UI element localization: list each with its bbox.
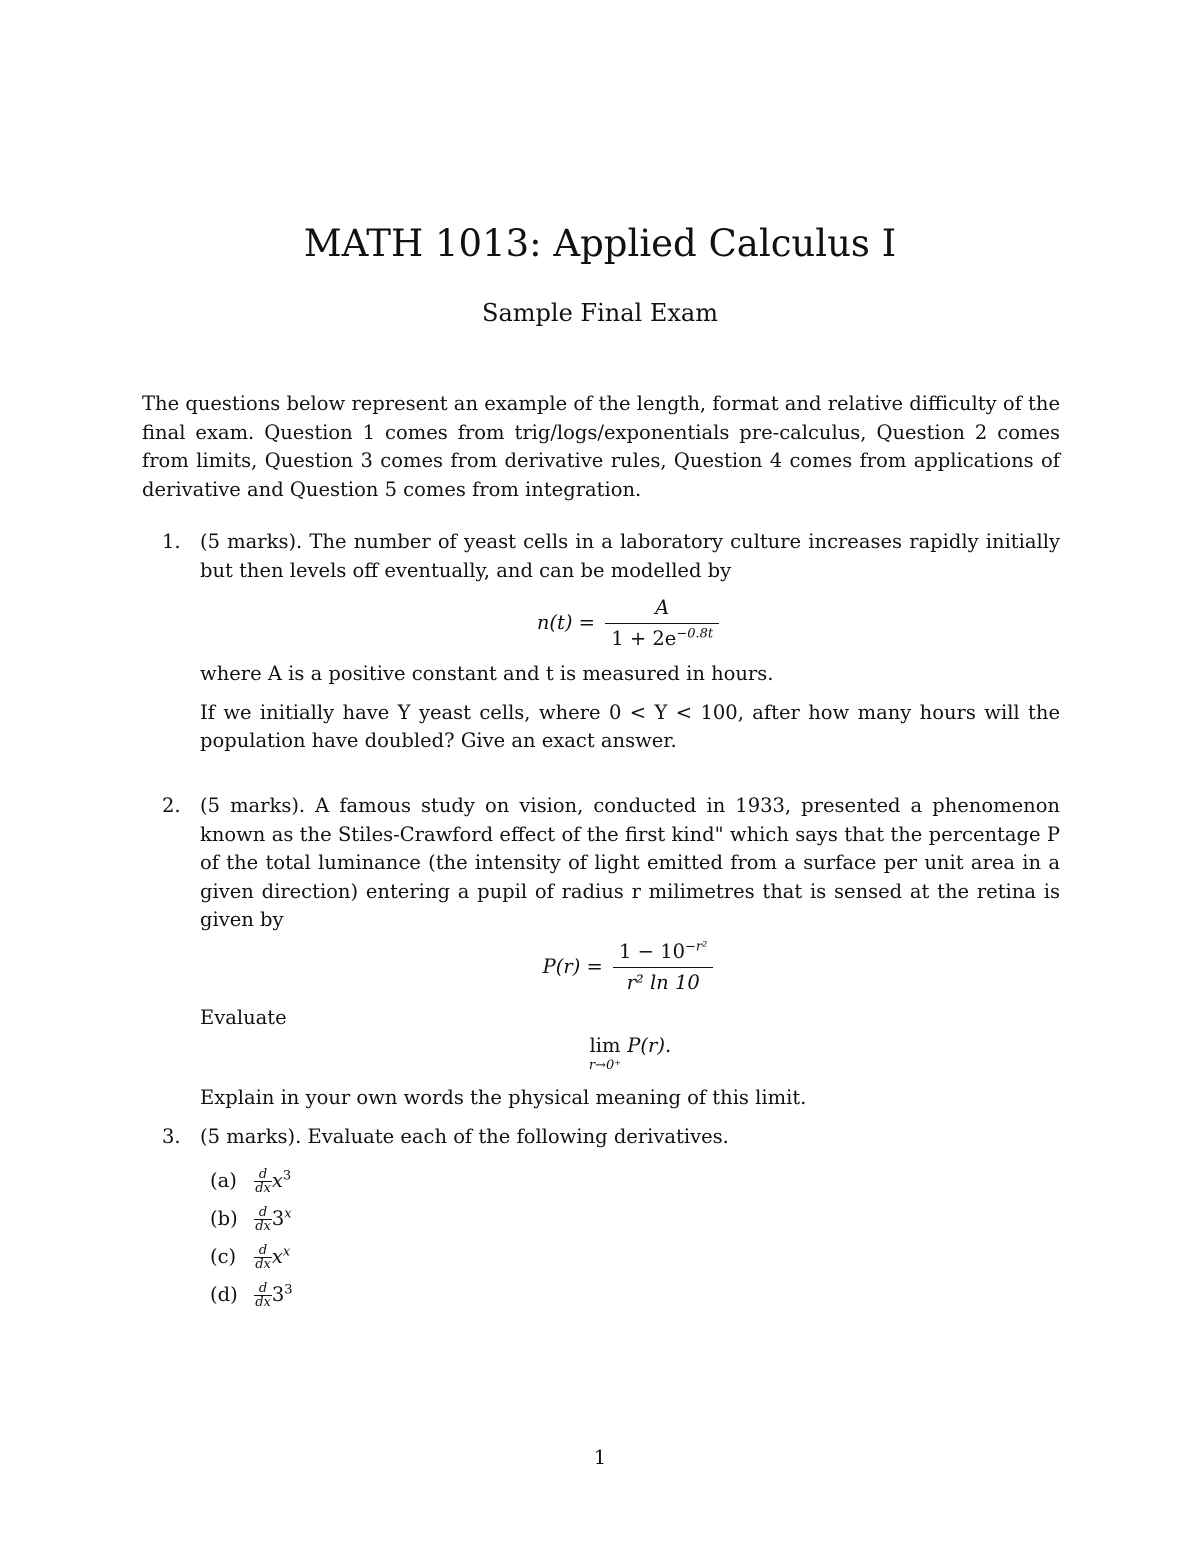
part-exponent: x <box>282 1244 291 1259</box>
part-label: (d) <box>210 1282 238 1306</box>
denominator-exponent: −0.8t <box>676 626 714 642</box>
derivative-parts <box>210 1162 1060 1314</box>
denominator-base: 1 + 2e <box>611 627 677 650</box>
formula-fraction <box>613 939 713 996</box>
part-label: (c) <box>210 1244 237 1268</box>
page-title: MATH 1013: Applied Calculus I <box>303 222 897 265</box>
page-subtitle: Sample Final Exam <box>482 299 718 327</box>
part-base: x <box>271 1168 283 1192</box>
question-followup: Explain in your own words the physical meaning of this limit. <box>200 1086 807 1109</box>
limit-operator <box>589 1036 621 1076</box>
derivative-dx: dx <box>255 1294 271 1310</box>
formula-lhs: P(r) = <box>542 954 603 978</box>
limit-op: lim <box>589 1034 621 1057</box>
limit-function: P(r). <box>627 1034 672 1057</box>
page-number: 1 <box>593 1446 607 1469</box>
evaluate-label: Evaluate <box>200 1005 287 1029</box>
limit-expression <box>200 1036 1060 1076</box>
formula-numerator: A <box>605 595 719 624</box>
question-1 <box>142 528 1060 756</box>
question-text: (5 marks). Evaluate each of the following derivatives. <box>200 1125 729 1148</box>
derivative-operator <box>254 1282 272 1309</box>
question-followup: If we initially have Y yeast cells, where 0 < Y < 100, after how many hours will the population have doubled? Give an exact answer. <box>200 700 1060 752</box>
list-item <box>210 1162 1060 1200</box>
derivative-dx: dx <box>255 1218 271 1234</box>
formula-denominator: r² ln 10 <box>626 970 700 994</box>
part-label: (a) <box>210 1168 237 1192</box>
part-base: x <box>271 1244 283 1268</box>
formula-lhs: n(t) = <box>536 611 596 634</box>
part-base: 3 <box>271 1206 285 1230</box>
intro-paragraph: The questions below represent an example of the length, format and relative difficulty of the final exam. Question 1 comes from trig/logs/exponentials pre-calculus, Question 2 comes from limits, Question 3 comes from derivative rules, Question 4 comes from applications of derivative and Question 5 comes from integration. <box>142 392 1060 501</box>
question-text: (5 marks). The number of yeast cells in a laboratory culture increases rapidly initially but then levels off eventually, and can be modelled by <box>200 530 1060 582</box>
part-label: (b) <box>210 1206 238 1230</box>
question-2 <box>142 792 1060 1113</box>
part-exponent: x <box>284 1206 292 1221</box>
question-3 <box>142 1123 1060 1314</box>
derivative-operator <box>254 1206 272 1233</box>
list-item <box>210 1200 1060 1238</box>
list-item <box>210 1238 1060 1276</box>
question-number: 2. <box>162 794 181 817</box>
derivative-d: d <box>254 1206 272 1220</box>
derivative-d: d <box>254 1168 272 1182</box>
part-base: 3 <box>271 1282 285 1306</box>
question-number: 3. <box>162 1125 181 1148</box>
formula-fraction <box>605 595 719 652</box>
derivative-operator <box>254 1168 272 1195</box>
derivative-d: d <box>254 1244 272 1258</box>
derivative-operator <box>254 1244 272 1271</box>
formula-stiles-crawford <box>200 939 1060 996</box>
derivative-dx: dx <box>255 1256 271 1272</box>
list-item <box>210 1276 1060 1314</box>
formula-numerator <box>613 939 713 968</box>
formula-yeast <box>200 595 1060 652</box>
part-exponent: 3 <box>284 1282 293 1297</box>
derivative-d: d <box>254 1282 272 1296</box>
question-text: (5 marks). A famous study on vision, conducted in 1933, presented a phenomenon known as the Stiles-Crawford effect of the first kind" which says that the percentage P of the total luminance (the intensity of light emitted from a surface per unit area in a given direction) entering a pupil of radius r milimetres that is sensed at the retina is given by <box>200 794 1060 931</box>
derivative-dx: dx <box>255 1180 271 1196</box>
numerator-base: 1 − 10 <box>619 939 686 963</box>
part-exponent: 3 <box>282 1168 292 1183</box>
numerator-exponent: −r² <box>685 939 708 954</box>
question-number: 1. <box>162 530 181 553</box>
limit-subscript: r→0⁺ <box>588 1058 622 1073</box>
formula-denominator <box>605 624 719 652</box>
question-where-text: where A is a positive constant and t is measured in hours. <box>200 662 774 685</box>
